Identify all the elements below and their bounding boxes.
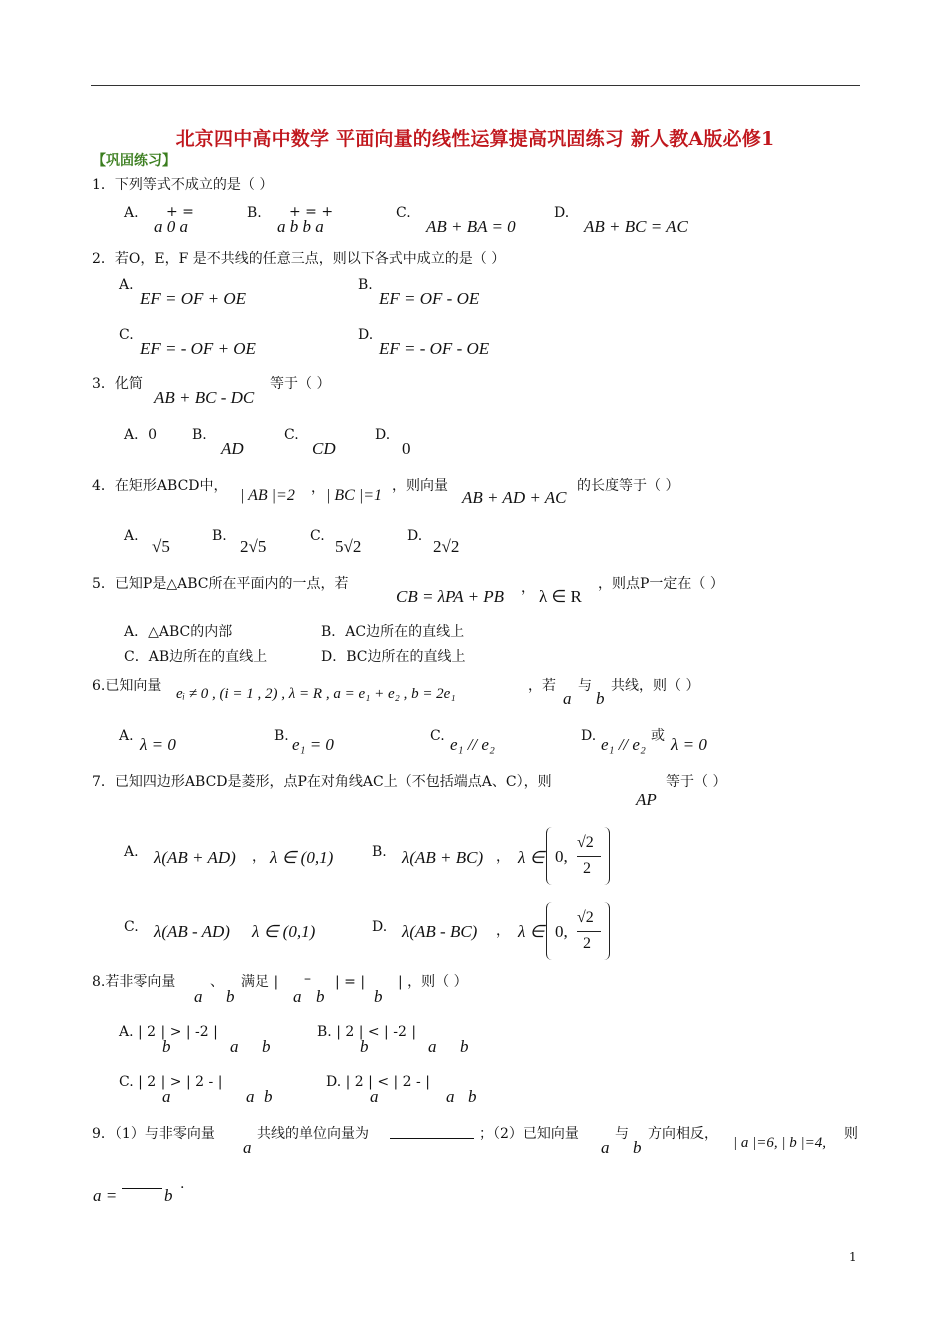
- q9-part1: 9．（1）与非零向量: [92, 1126, 215, 1142]
- q6-option-a-label: A.: [119, 728, 134, 744]
- q8-option-a: A. | 2 | > | -2 |: [119, 1024, 218, 1040]
- q6-option-b-label: B.: [274, 728, 289, 744]
- q5-stem: 5．已知P是△ABC所在平面内的一点，若: [92, 576, 349, 592]
- q6-option-d-math: e₁ // e₂: [601, 735, 646, 754]
- q7-option-b-comma: ，: [496, 849, 510, 865]
- q9-vector-a2: a: [601, 1138, 610, 1157]
- q2-option-a-math: EF = OF + OE: [140, 289, 247, 308]
- q6-stem: 6.已知向量: [92, 678, 162, 694]
- q4-stem: 4．在矩形ABCD中，: [92, 478, 228, 494]
- q8-cond-minus: –: [304, 971, 311, 987]
- q8-mid: 满足 |: [241, 974, 279, 990]
- q4-option-c-math: 5√2: [335, 537, 362, 556]
- q9-answer-blank-2[interactable]: [122, 1188, 162, 1189]
- q8-cond-bar: | = |: [335, 974, 366, 990]
- q4-mid: ，则向量: [392, 478, 448, 494]
- q2-option-b-label: B.: [358, 277, 373, 293]
- q4-option-d-label: D.: [407, 528, 423, 544]
- q8-option-c-v3: b: [264, 1087, 273, 1106]
- q8-vector-a: a: [194, 987, 203, 1006]
- q9-part2: 共线的单位向量为: [257, 1126, 369, 1142]
- q7-tail: 等于（ ）: [666, 774, 727, 790]
- q4-tail: 的长度等于（ ）: [577, 478, 680, 494]
- q5-tail: ，则点P一定在（ ）: [598, 576, 724, 592]
- q7-option-d-range: λ ∈: [518, 922, 545, 941]
- q7-vector-ap: AP: [636, 790, 657, 809]
- q6-option-d-math2: λ = 0: [671, 735, 707, 754]
- q9-ze: 则: [844, 1126, 858, 1142]
- q5-option-b: B．AC边所在的直线上: [321, 624, 465, 640]
- q8-option-c: C. | 2 | > | 2 - |: [119, 1074, 223, 1090]
- q9-vector-b: b: [633, 1138, 642, 1157]
- q7-option-d-zero: 0,: [555, 922, 568, 941]
- q7-option-b-math: λ(AB + BC): [402, 848, 484, 867]
- q8-end: | ，则（ ）: [398, 974, 468, 990]
- q8-option-b: B. | 2 | < | -2 |: [317, 1024, 417, 1040]
- q9-period: .: [180, 1176, 185, 1192]
- q7-option-b-frac-den: 2: [583, 860, 591, 877]
- q8-vector-b: b: [226, 987, 235, 1006]
- q8-option-d-v2: a: [446, 1087, 455, 1106]
- q7-option-a-math: λ(AB + AD): [154, 848, 236, 867]
- q6-option-d-or: 或: [651, 728, 665, 744]
- page-number: 1: [849, 1250, 857, 1264]
- q3-option-d-label: D.: [375, 427, 391, 443]
- q8-option-c-v1: a: [162, 1087, 171, 1106]
- q6-option-b-math: e₁ = 0: [292, 735, 334, 754]
- q6-vector-b: b: [596, 689, 605, 708]
- q7-option-d-comma: ，: [496, 923, 510, 939]
- q8-option-a-v2: a: [230, 1037, 239, 1056]
- q1-option-b-math: a b b a: [277, 217, 324, 236]
- page-title: 北京四中高中数学 平面向量的线性运算提高巩固练习 新人教A版必修1: [175, 128, 775, 150]
- q8-option-d-v3: b: [468, 1087, 477, 1106]
- q6-option-c-math: e₁ // e₂: [450, 735, 495, 754]
- q5-expression: CB = λPA + PB: [396, 587, 505, 606]
- q5-option-d: D．BC边所在的直线上: [321, 649, 466, 665]
- q7-option-b-frac-num: √2: [577, 834, 594, 851]
- q6-condition: eᵢ ≠ 0 , (i = 1 , 2) , λ = R , a = e₁ + e₂ , b = 2e₁: [176, 686, 456, 702]
- q4-bc-length: | BC |=1: [326, 487, 383, 504]
- q7-option-b-interval: [546, 827, 610, 885]
- q3-tail: 等于（ ）: [270, 376, 331, 392]
- q3-option-b-label: B.: [192, 427, 207, 443]
- q4-comma: ，: [311, 480, 325, 496]
- q8-option-b-v2: a: [428, 1037, 437, 1056]
- q7-option-a-comma: ，: [252, 849, 266, 865]
- q2-option-d-label: D.: [358, 327, 374, 343]
- q8-option-d: D. | 2 | < | 2 - |: [326, 1074, 430, 1090]
- q2-option-d-math: EF = - OF - OE: [379, 339, 490, 358]
- q3-option-c-label: C.: [284, 427, 299, 443]
- q8-stem: 8.若非零向量: [92, 974, 176, 990]
- q3-option-d-math: 0: [402, 439, 411, 458]
- q1-stem: 1．下列等式不成立的是（ ）: [92, 177, 274, 193]
- q4-option-d-math: 2√2: [433, 537, 460, 556]
- q7-option-d-frac-num: √2: [577, 909, 594, 926]
- q5-lambda-range: λ ∈ R: [539, 587, 582, 606]
- q9-answer-blank-1[interactable]: [390, 1138, 474, 1139]
- q7-option-b-frac-bar: [577, 856, 601, 857]
- q6-option-c-label: C.: [430, 728, 445, 744]
- q5-option-a: A．△ABC的内部: [124, 624, 233, 640]
- q7-option-d-label: D.: [372, 919, 388, 935]
- q3-expression: AB + BC - DC: [154, 388, 255, 407]
- q6-option-a-math: λ = 0: [140, 735, 176, 754]
- section-heading: 【巩固练习】: [92, 153, 176, 169]
- q3-option-b-math: AD: [221, 439, 244, 458]
- q1-option-b-ops: + = +: [289, 204, 334, 220]
- q6-tail: 共线，则（ ）: [611, 678, 700, 694]
- q2-stem: 2．若O，E，F 是不共线的任意三点，则以下各式中成立的是（ ）: [92, 251, 506, 267]
- q8-dun: 、: [210, 974, 224, 990]
- q1-option-a-ops: + =: [166, 204, 194, 220]
- header-rule: [91, 85, 860, 86]
- q7-option-b-range: λ ∈: [518, 848, 545, 867]
- q4-option-a-label: A.: [124, 528, 139, 544]
- q2-option-c-label: C.: [119, 327, 134, 343]
- q7-option-d-frac-bar: [577, 931, 601, 932]
- q8-cond-b: b: [316, 987, 325, 1006]
- q7-option-d-frac-den: 2: [583, 935, 591, 952]
- q4-option-b-math: 2√5: [240, 537, 267, 556]
- q4-expression: AB + AD + AC: [462, 488, 567, 507]
- q1-option-d-label: D.: [554, 205, 570, 221]
- q8-option-b-v3: b: [460, 1037, 469, 1056]
- q1-option-c-label: C.: [396, 205, 411, 221]
- q4-option-a-math: √5: [152, 537, 170, 556]
- q8-option-b-v1: b: [360, 1037, 369, 1056]
- q6-vector-a: a: [563, 689, 572, 708]
- q1-option-a-math: a 0 a: [154, 217, 188, 236]
- q9-yu: 与: [615, 1126, 629, 1142]
- q8-option-a-v1: b: [162, 1037, 171, 1056]
- q8-option-d-v1: a: [370, 1087, 379, 1106]
- q1-option-a-label: A.: [124, 205, 139, 221]
- q9-condition: | a |=6, | b |=4,: [733, 1135, 826, 1151]
- q7-option-a-label: A.: [124, 844, 139, 860]
- q5-comma: ，: [521, 580, 535, 596]
- q5-option-c: C．AB边所在的直线上: [124, 649, 268, 665]
- q7-option-d-interval: [546, 902, 610, 960]
- q9-answer-lhs: a =: [93, 1186, 118, 1205]
- q9-vector-a: a: [243, 1138, 252, 1157]
- q1-option-d-math: AB + BC = AC: [584, 217, 688, 236]
- q6-ruo: ，若: [528, 678, 556, 694]
- q7-option-b-zero: 0,: [555, 847, 568, 866]
- q2-option-c-math: EF = - OF + OE: [140, 339, 256, 358]
- q4-option-b-label: B.: [212, 528, 227, 544]
- q1-option-c-math: AB + BA = 0: [426, 217, 516, 236]
- q3-option-c-math: CD: [312, 439, 336, 458]
- q2-option-a-label: A.: [119, 277, 134, 293]
- q7-option-c-label: C.: [124, 919, 139, 935]
- q7-option-c-range: λ ∈ (0,1): [252, 922, 316, 941]
- q3-stem: 3．化简: [92, 376, 143, 392]
- q9-part4: 方向相反，: [648, 1126, 718, 1142]
- q2-option-b-math: EF = OF - OE: [379, 289, 480, 308]
- q7-option-a-range: λ ∈ (0,1): [270, 848, 334, 867]
- q8-option-c-v2: a: [246, 1087, 255, 1106]
- q6-yu: 与: [578, 678, 592, 694]
- q4-ab-length: | AB |=2: [240, 487, 295, 504]
- q4-option-c-label: C.: [310, 528, 325, 544]
- q7-stem: 7．已知四边形ABCD是菱形，点P在对角线AC上（不包括端点A、C），则: [92, 774, 552, 790]
- q1-option-b-label: B.: [247, 205, 262, 221]
- q9-part3: ；（2）已知向量: [479, 1126, 579, 1142]
- q9-answer-b: b: [164, 1186, 173, 1205]
- q3-option-a: A．0: [124, 427, 158, 443]
- q6-option-d-label: D.: [581, 728, 597, 744]
- q7-option-d-math: λ(AB - BC): [402, 922, 478, 941]
- q7-option-b-label: B.: [372, 844, 387, 860]
- q8-option-a-v3: b: [262, 1037, 271, 1056]
- q8-cond-b2: b: [374, 987, 383, 1006]
- q7-option-c-math: λ(AB - AD): [154, 922, 230, 941]
- q8-cond-a: a: [293, 987, 302, 1006]
